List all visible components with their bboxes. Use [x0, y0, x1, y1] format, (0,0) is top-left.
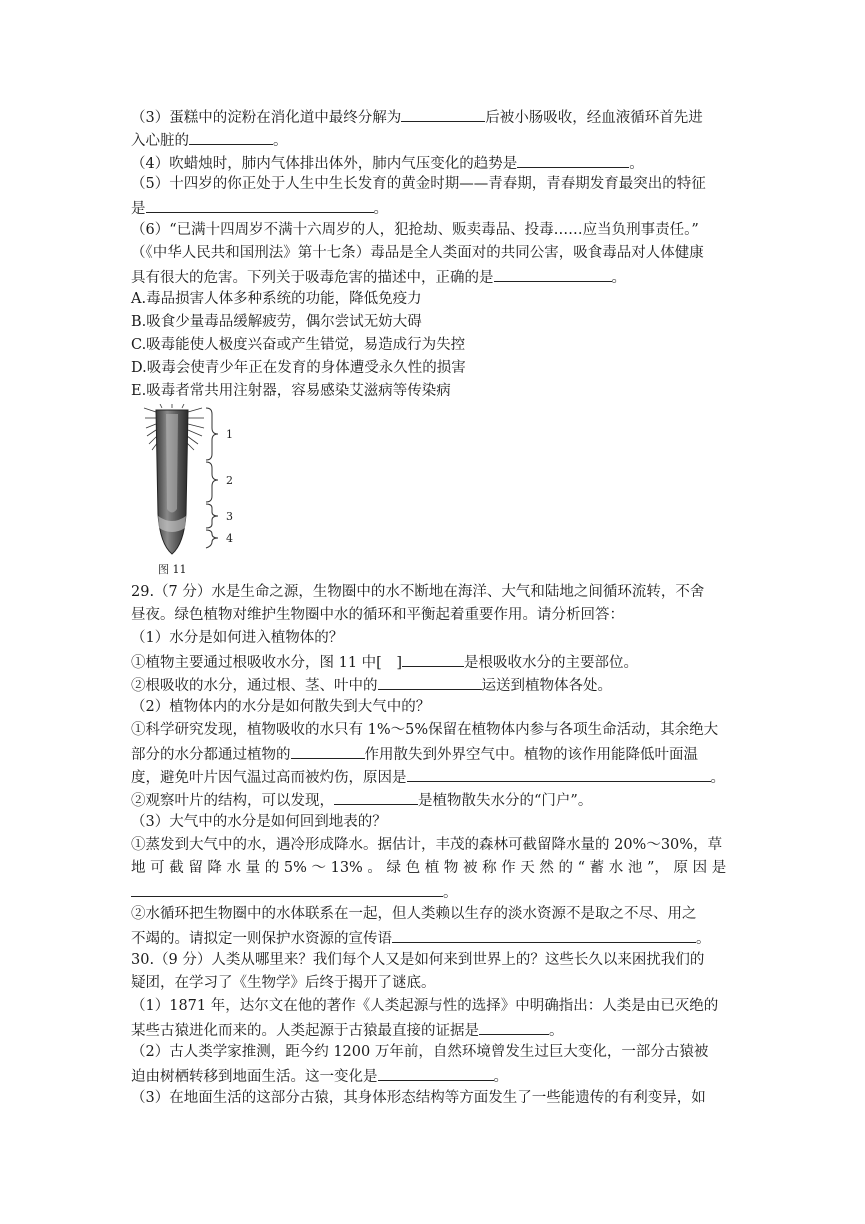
answer-blank[interactable]	[392, 926, 696, 943]
q28-part6-line1: （6）“已满十四周岁不满十六周岁的人，犯抢劫、贩卖毒品、投毒……应当负刑事责任。”	[131, 222, 699, 238]
option-d: D.吸毒会使青少年正在发育的身体遭受永久性的损害	[131, 360, 466, 376]
q29-sub3a-line2: 地 可 截 留 降 水 量 的 5% ～ 13% 。 绿 色 植 物 被 称 作 天 然 的 “ 蓄 水 池 ”， 原 因 是	[131, 860, 727, 876]
q30-sub2-line2: 迫由树栖转移到地面生活。这一变化是 。	[131, 1064, 741, 1088]
answer-blank[interactable]	[517, 151, 629, 168]
q29-stem-line1: 29.（7 分）水是生命之源，生物圈中的水不断地在海洋、大气和陆地之间循环流转，不舍	[131, 584, 705, 600]
q30-sub1-line1: （1）1871 年，达尔文在他的著作《人类起源与性的选择》中明确指出：人类是由已灭绝的	[131, 998, 719, 1014]
answer-blank[interactable]	[189, 128, 273, 145]
q29-sub3b-line1: ②水循环把生物圈中的水体联系在一起，但人类赖以生存的淡水资源不是取之不尽、用之	[131, 906, 697, 922]
q29-sub2b: ②观察叶片的结构，可以发现， 是植物散失水分的“门户”。	[131, 788, 741, 812]
q28-part3-line1: （3）蛋糕中的淀粉在消化道中最终分解为 后被小肠吸收，经血液循环首先进	[131, 105, 741, 129]
q29-sub3b-line2: 不竭的。请拟定一则保护水资源的宣传语 。	[131, 926, 741, 950]
option-e: E.吸毒者常共用注射器，容易感染艾滋病等传染病	[131, 383, 451, 399]
q29-sub2a-line3: 度，避免叶片因气温过高而被灼伤，原因是 。	[131, 765, 741, 789]
option-c: C.吸毒能使人极度兴奋或产生错觉，易造成行为失控	[131, 337, 466, 353]
answer-blank[interactable]	[479, 1018, 549, 1035]
q29-sub2a-line1: ①科学研究发现，植物吸收的水只有 1%～5%保留在植物体内参与各项生命活动，其余绝大	[131, 722, 719, 738]
q29-sub2a-line2: 部分的水分都通过植物的 作用散失到外界空气中。植物的该作用能降低叶面温	[131, 742, 741, 766]
q30-stem-line1: 30.（9 分）人类从哪里来？我们每个人又是如何来到世界上的？这些长久以来困扰我们的	[131, 952, 705, 968]
q28-part4-line: （4）吹蜡烛时，肺内气体排出体外，肺内气压变化的趋势是 。	[131, 151, 741, 175]
root-tip-figure	[142, 404, 252, 572]
answer-blank[interactable]	[402, 650, 464, 667]
q29-sub3-heading: （3）大气中的水分是如何回到地表的？	[131, 814, 387, 830]
q28-part5-line2: 是 。	[131, 196, 741, 220]
q29-sub2-heading: （2）植物体内的水分是如何散失到大气中的？	[131, 699, 431, 715]
answer-blank[interactable]	[378, 673, 482, 690]
q29-stem-line2: 昼夜。绿色植物对维护生物圈中水的循环和平衡起着重要作用。请分析回答：	[131, 607, 624, 623]
q28-part3-line2: 入心脏的 。	[131, 128, 741, 152]
answer-blank[interactable]	[334, 788, 418, 805]
q28-part6-line2: （《中华人民共和国刑法》第十七条）毒品是全人类面对的共同公害，吸食毒品对人体健康	[131, 245, 704, 261]
figure-label-2: 2	[226, 474, 233, 487]
answer-blank[interactable]	[291, 742, 365, 759]
q30-sub3-line1: （3）在地面生活的这部分古猿，其身体形态结构等方面发生了一些能遗传的有利变异，如	[131, 1090, 706, 1106]
answer-blank[interactable]	[401, 105, 485, 122]
q29-sub1b: ②根吸收的水分，通过根、茎、叶中的 运送到植物体各处。	[131, 673, 741, 697]
q29-sub1-heading: （1）水分是如何进入植物体的？	[131, 630, 344, 646]
option-b: B.吸食少量毒品缓解疲劳，偶尔尝试无妨大碍	[131, 314, 422, 330]
figure-caption: 图 11	[158, 563, 187, 576]
q30-sub1-line2: 某些古猿进化而来的。人类起源于古猿最直接的证据是 。	[131, 1018, 741, 1042]
q29-sub3a-line3: 。	[131, 880, 741, 904]
answer-blank[interactable]	[494, 265, 612, 282]
q29-sub1a: ①植物主要通过根吸收水分，图 11 中[ ] 是根吸收水分的主要部位。	[131, 650, 741, 674]
figure-label-1: 1	[226, 428, 233, 441]
q30-sub2-line1: （2）古人类学家推测，距今约 1200 万年前，自然环境曾发生过巨大变化，一部分古猿被	[131, 1044, 709, 1060]
q28-part6-line3: 具有很大的危害。下列关于吸毒危害的描述中，正确的是 。	[131, 265, 741, 289]
q28-part5-line1: （5）十四岁的你正处于人生中生长发育的黄金时期——青春期，青春期发育最突出的特征	[131, 176, 706, 192]
option-a: A.毒品损害人体多种系统的功能，降低免疫力	[131, 291, 422, 307]
figure-label-4: 4	[226, 532, 233, 545]
q30-stem-line2: 疑团，在学习了《生物学》后终于揭开了谜底。	[131, 975, 436, 991]
root-tip-illustration	[142, 404, 252, 564]
answer-blank[interactable]	[146, 196, 374, 213]
answer-blank[interactable]	[407, 765, 711, 782]
answer-blank[interactable]	[131, 880, 443, 897]
q29-sub3a-line1: ①蒸发到大气中的水，遇冷形成降水。据估计，丰茂的森林可截留降水量的 20%～30%，草	[131, 837, 723, 853]
figure-label-3: 3	[226, 510, 233, 523]
answer-blank[interactable]	[378, 1064, 494, 1081]
